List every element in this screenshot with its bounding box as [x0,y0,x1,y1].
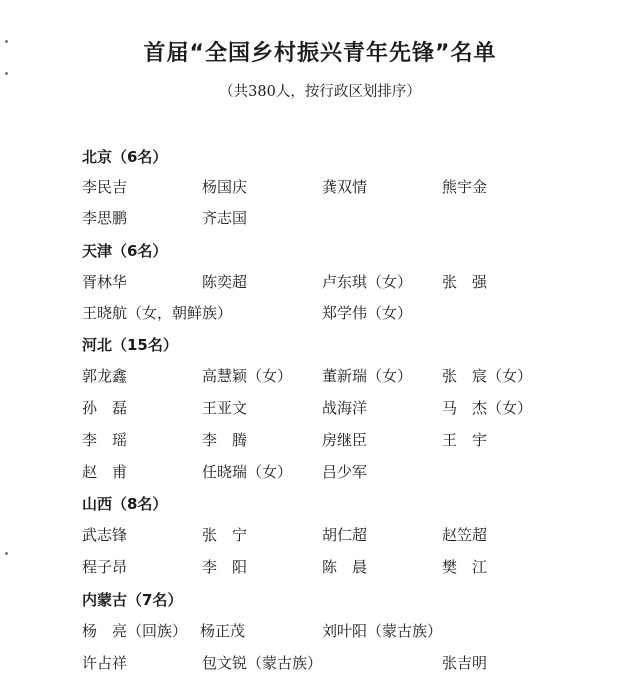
person-name: 董新瑞（女） [322,367,413,385]
name-row [0,207,640,227]
person-name: 郑学伟（女） [322,304,413,322]
name-row [0,556,640,576]
name-row [0,365,640,385]
name-row [0,461,640,481]
person-name: 张 宸（女） [442,367,533,385]
person-name: 李思鹏 [82,209,128,227]
person-name: 张吉明 [442,654,488,672]
person-name: 胡仁超 [322,526,368,544]
region-header: 天津（6名） [82,242,168,260]
name-row [0,652,640,672]
person-name: 战海洋 [322,399,368,417]
person-name: 陈奕超 [202,273,248,291]
person-name: 李 阳 [202,558,248,576]
person-name: 赵笠超 [442,526,488,544]
person-name: 张 宁 [202,526,248,544]
person-name: 陈 晨 [322,558,368,576]
person-name: 赵 甫 [82,463,128,481]
region-header: 山西（8名） [82,495,168,513]
person-name: 许占祥 [82,654,128,672]
person-name: 胥林华 [82,273,128,291]
person-name: 刘叶阳（蒙古族） [322,622,443,640]
person-name: 房继臣 [322,431,368,449]
person-name: 吕少军 [322,463,368,481]
person-name: 杨正茂 [200,622,246,640]
person-name: 武志锋 [82,526,128,544]
person-name: 熊宇金 [442,178,488,196]
person-name: 郭龙鑫 [82,367,128,385]
person-name: 王亚文 [202,399,248,417]
name-row [0,524,640,544]
name-row [0,302,640,322]
person-name: 王晓航（女，朝鲜族） [82,304,233,322]
scan-mark [5,72,8,75]
person-name: 杨 亮（回族） [82,622,188,640]
person-name: 龚双情 [322,178,368,196]
person-name: 马 杰（女） [442,399,533,417]
person-name: 樊 江 [442,558,488,576]
scan-mark [5,552,8,555]
name-row [0,176,640,196]
person-name: 包文锐（蒙古族） [202,654,323,672]
person-name: 张 强 [442,273,488,291]
document-subtitle: （共380人，按行政区划排序） [219,84,421,100]
person-name: 王 宇 [442,431,488,449]
document-title: 首届“全国乡村振兴青年先锋”名单 [143,41,497,66]
region-header: 北京（6名） [82,148,168,166]
person-name: 程子昂 [82,558,128,576]
name-row [0,397,640,417]
person-name: 齐志国 [202,209,248,227]
person-name: 任晓瑞（女） [202,463,293,481]
person-name: 孙 磊 [82,399,128,417]
region-header: 内蒙古（7名） [82,591,183,609]
person-name: 李民吉 [82,178,128,196]
name-row [0,271,640,291]
person-name: 杨国庆 [202,178,248,196]
person-name: 李 瑶 [82,431,128,449]
person-name: 李 腾 [202,431,248,449]
region-header: 河北（15名） [82,336,178,354]
name-row [0,429,640,449]
person-name: 高慧颖（女） [202,367,293,385]
name-row [0,620,640,640]
person-name: 卢东琪（女） [322,273,413,291]
